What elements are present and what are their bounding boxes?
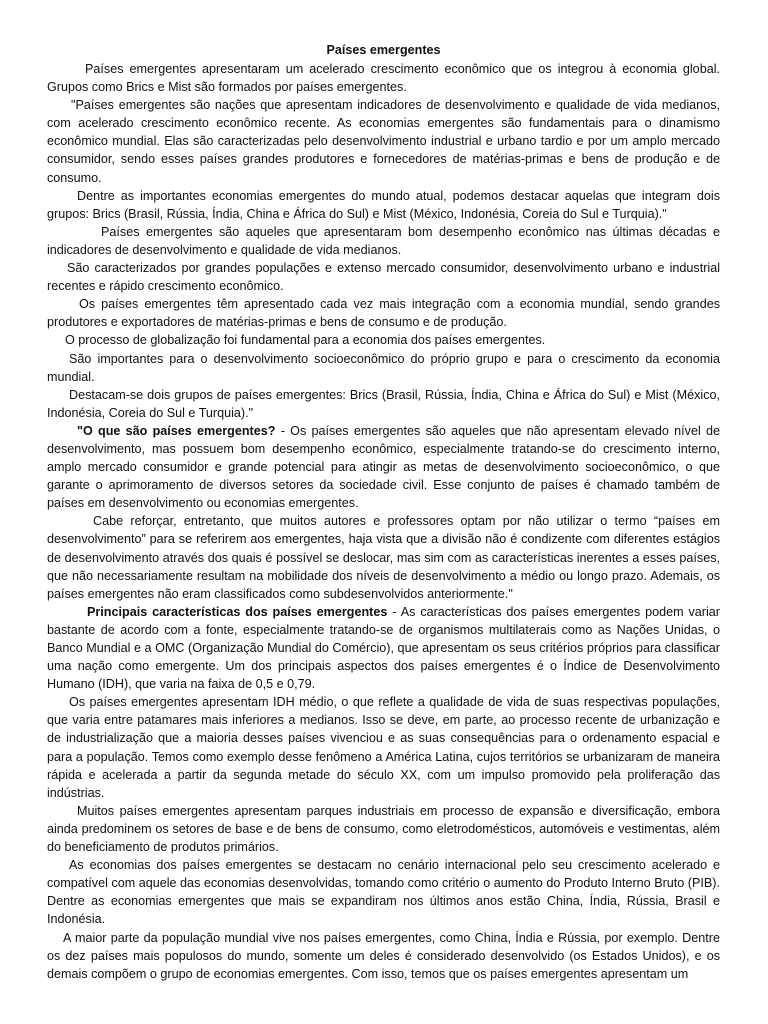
section-what-are-emerging: [47, 422, 720, 512]
paragraph: Destacam-se dois grupos de países emergentes: Brics (Brasil, Rússia, Índia, China e África do Sul) e Mist (México, Indonésia, Coreia do Sul e Turquia).": [47, 387, 720, 420]
paragraph: São importantes para o desenvolvimento socioeconômico do próprio grupo e para o crescimento da economia mundial.: [47, 351, 720, 384]
paragraph: A maior parte da população mundial vive nos países emergentes, como China, Índia e Rússia, por exemplo. Dentre os dez países mais populosos do mundo, somente um deles é considerado desenvolvido (os Estados Unidos), e os demais compõem o grupo de economias emergentes. Com isso, temos que os países emergentes apresentam um: [47, 930, 720, 981]
paragraph: Dentre as importantes economias emergentes do mundo atual, podemos destacar aquelas que integram dois grupos: Brics (Brasil, Rússia, Índia, China e África do Sul) e Mist (México, Indonésia, Coreia do Sul e Turquia).": [47, 188, 720, 221]
section-main-characteristics: [47, 603, 720, 693]
section-body: - Os países emergentes são aqueles que não apresentam elevado nível de desenvolvimento, mas possuem bom desempenho econômico, especialmente tratando-se do crescimento interno, amplo mercado consumidor e grande potencial para atingir as metas de desenvolvimento socioeconômico, o que garante o aprimoramento de diversos setores da sociedade civil. Esse conjunto de países é chamado também de países em desenvolvimento ou economias emergentes.: [47, 423, 720, 511]
paragraph: Os países emergentes apresentam IDH médio, o que reflete a qualidade de vida de suas respectivas populações, que varia entre patamares mais inferiores a medianos. Isso se deve, em parte, ao processo recente de urbanização e de industrialização que a maioria desses países vivenciou e as suas consequências para o ordenamento espacial e para a população. Temos como exemplo desse fenômeno a América Latina, cujos territórios se urbanizaram de maneira rápida e acelerada a partir da segunda metade do século XX, com um impulso promovido pela proliferação das indústrias.: [47, 695, 720, 800]
section-heading: Principais características dos países emergentes: [87, 604, 388, 619]
section-body: - As características dos países emergentes podem variar bastante de acordo com a fonte, especialmente tratando-se de organismos multilaterais como as Nações Unidas, o Banco Mundial e a OMC (Organização Mundial do Comércio), que apresentam os seus critérios próprios para classificar uma nação como emergente. Um dos principais aspectos dos países emergentes é o Índice de Desenvolvimento Humano (IDH), que varia na faixa de 0,5 e 0,79.: [47, 604, 720, 692]
paragraph: "Países emergentes são nações que apresentam indicadores de desenvolvimento e qualidade de vida medianos, com acelerado crescimento econômico recente. As economias emergentes são fundamentais para o dinamismo econômico mundial. Elas são caracterizadas pelo desenvolvimento industrial e urbano tardio e por um amplo mercado consumidor, sendo esses países grandes produtores e fornecedores de matérias-primas e bens de produção e de consumo.: [47, 98, 720, 185]
paragraph: Cabe reforçar, entretanto, que muitos autores e professores optam por não utilizar o termo “países em desenvolvimento” para se referirem aos emergentes, haja vista que a divisão não é condizente com diferentes estágios de desenvolvimento através dos quais é possível se deslocar, mas sim com as características inerentes a esses países, que não necessariamente resultam na mobilidade dos níveis de desenvolvimento a médio ou longo prazo. Ademais, os países emergentes não eram classificados como subdesenvolvidos anteriormente.": [47, 514, 720, 601]
paragraph: Países emergentes apresentaram um acelerado crescimento econômico que os integrou à economia global. Grupos como Brics e Mist são formados por países emergentes.: [47, 62, 720, 95]
paragraph: São caracterizados por grandes populações e extenso mercado consumidor, desenvolvimento urbano e industrial recentes e rápido crescimento econômico.: [47, 261, 720, 294]
paragraph: Os países emergentes têm apresentado cada vez mais integração com a economia mundial, sendo grandes produtores e exportadores de matérias-primas e bens de consumo e de produção.: [47, 297, 720, 330]
paragraph: As economias dos países emergentes se destacam no cenário internacional pelo seu crescimento acelerado e compatível com aquele das economias desenvolvidas, tomando como critério o aumento do Produto Interno Bruto (PIB). Dentre as economias emergentes que mais se expandiram nos últimos anos estão China, Índia, Rússia, Brasil e Indonésia.: [47, 858, 720, 927]
paragraph: Países emergentes são aqueles que apresentaram bom desempenho econômico nas últimas décadas e indicadores de desenvolvimento e qualidade de vida medianos.: [47, 224, 720, 257]
paragraph: Muitos países emergentes apresentam parques industriais em processo de expansão e diversificação, embora ainda predominem os setores de base e de bens de consumo, como eletrodomésticos, automóveis e vestimentas, além do beneficiamento de produtos primários.: [47, 803, 720, 855]
document-title: Países emergentes: [326, 43, 441, 57]
section-heading: "O que são países emergentes?: [77, 423, 276, 438]
paragraph: O processo de globalização foi fundamental para a economia dos países emergentes.: [65, 333, 546, 348]
